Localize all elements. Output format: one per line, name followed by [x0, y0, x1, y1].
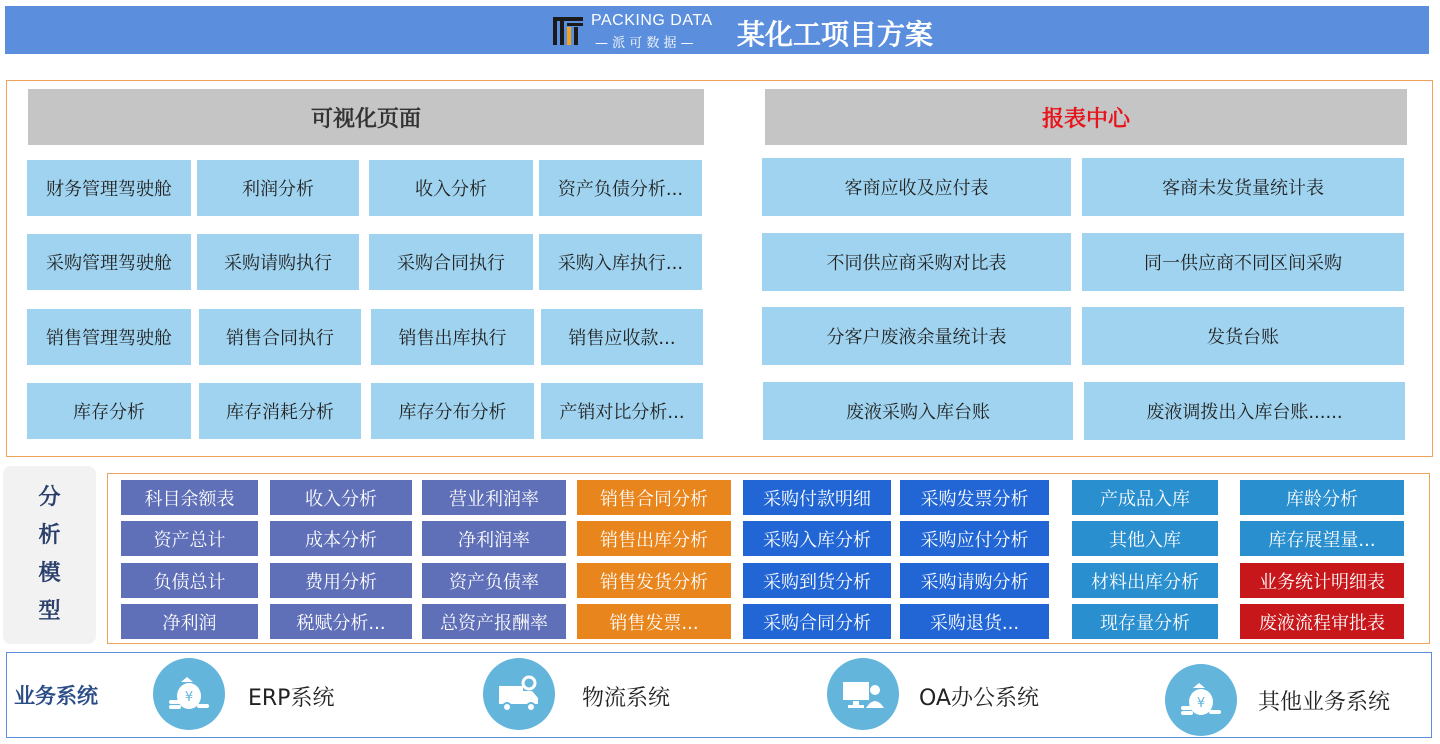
visual-page-tile[interactable]: 销售合同执行 [199, 309, 361, 365]
pi-logo-icon [551, 13, 585, 47]
brand-name-cn: — 派 可 数 据 — [595, 36, 694, 51]
system-label-other: 其他业务系统 [1258, 690, 1391, 715]
analysis-model-chip[interactable]: 库龄分析 [1240, 480, 1404, 515]
visual-page-tile[interactable]: 产销对比分析... [541, 383, 703, 439]
analysis-model-chip[interactable]: 科目余额表 [121, 480, 258, 515]
visual-page-tile[interactable]: 利润分析 [197, 160, 359, 216]
truck-icon [483, 658, 555, 730]
brand-name-en: PACKING DATA [591, 12, 713, 29]
analysis-model-chip[interactable]: 销售发票... [577, 604, 731, 639]
visual-page-tile[interactable]: 库存分析 [27, 383, 191, 439]
system-label-logistics: 物流系统 [582, 686, 671, 711]
analysis-model-chip[interactable]: 材料出库分析 [1072, 563, 1218, 598]
analysis-model-char: 型 [38, 599, 61, 624]
analysis-model-char: 析 [38, 523, 61, 548]
analysis-model-chip[interactable]: 采购入库分析 [743, 521, 891, 556]
visual-page-tile[interactable]: 采购管理驾驶舱 [27, 234, 191, 290]
visual-page-tile[interactable]: 销售管理驾驶舱 [27, 309, 191, 365]
visual-page-tile[interactable]: 采购合同执行 [369, 234, 533, 290]
visual-pages-header: 可视化页面 [28, 89, 704, 145]
analysis-model-chip[interactable]: 现存量分析 [1072, 604, 1218, 639]
analysis-model-chip[interactable]: 采购退货... [900, 604, 1049, 639]
visual-page-tile[interactable]: 资产负债分析... [539, 160, 702, 216]
report-tile[interactable]: 同一供应商不同区间采购 [1082, 233, 1404, 291]
analysis-model-chip[interactable]: 采购合同分析 [743, 604, 891, 639]
visual-page-tile[interactable]: 收入分析 [369, 160, 533, 216]
report-tile[interactable]: 发货台账 [1082, 307, 1404, 365]
analysis-model-char: 模 [38, 561, 61, 586]
report-tile[interactable]: 分客户废液余量统计表 [762, 307, 1071, 365]
header-bar [5, 6, 1429, 54]
analysis-model-chip[interactable]: 资产负债率 [422, 563, 566, 598]
visual-page-tile[interactable]: 采购请购执行 [197, 234, 359, 290]
analysis-model-chip[interactable]: 费用分析 [270, 563, 412, 598]
analysis-model-chip[interactable]: 总资产报酬率 [422, 604, 566, 639]
analysis-model-chip[interactable]: 净利润率 [422, 521, 566, 556]
report-tile[interactable]: 废液采购入库台账 [763, 382, 1073, 440]
analysis-model-chip[interactable]: 采购付款明细 [743, 480, 891, 515]
svg-text:¥: ¥ [184, 690, 194, 705]
office-user-icon [827, 658, 899, 730]
analysis-model-chip[interactable]: 其他入库 [1072, 521, 1218, 556]
visual-page-tile[interactable]: 销售出库执行 [371, 309, 534, 365]
visual-page-tile[interactable]: 销售应收款... [541, 309, 703, 365]
analysis-model-chip[interactable]: 净利润 [121, 604, 258, 639]
report-tile[interactable]: 客商未发货量统计表 [1082, 158, 1404, 216]
visual-page-tile[interactable]: 库存分布分析 [371, 383, 534, 439]
business-systems-label: 业务系统 [14, 684, 98, 708]
analysis-model-chip[interactable]: 成本分析 [270, 521, 412, 556]
page-title: 某化工项目方案 [737, 18, 934, 51]
analysis-model-char: 分 [38, 485, 61, 510]
analysis-model-chip[interactable]: 收入分析 [270, 480, 412, 515]
analysis-model-chip[interactable]: 采购请购分析 [900, 563, 1049, 598]
analysis-model-chip[interactable]: 税赋分析... [270, 604, 412, 639]
analysis-model-chip[interactable]: 采购发票分析 [900, 480, 1049, 515]
analysis-model-chip[interactable]: 销售合同分析 [577, 480, 731, 515]
report-center-header: 报表中心 [765, 89, 1407, 145]
report-tile[interactable]: 废液调拨出入库台账...... [1084, 382, 1405, 440]
money-bag-icon [153, 658, 225, 730]
analysis-model-chip[interactable]: 负债总计 [121, 563, 258, 598]
analysis-model-chip[interactable]: 废液流程审批表 [1240, 604, 1404, 639]
analysis-model-chip[interactable]: 销售出库分析 [577, 521, 731, 556]
money-bag-icon [1165, 664, 1237, 736]
system-label-erp: ERP系统 [248, 686, 335, 711]
visual-page-tile[interactable]: 采购入库执行... [539, 234, 702, 290]
analysis-model-chip[interactable]: 营业利润率 [422, 480, 566, 515]
analysis-model-chip[interactable]: 库存展望量... [1240, 521, 1404, 556]
analysis-model-chip[interactable]: 业务统计明细表 [1240, 563, 1404, 598]
analysis-model-chip[interactable]: 产成品入库 [1072, 480, 1218, 515]
analysis-model-chip[interactable]: 采购应付分析 [900, 521, 1049, 556]
visual-page-tile[interactable]: 库存消耗分析 [199, 383, 361, 439]
analysis-model-chip[interactable]: 采购到货分析 [743, 563, 891, 598]
analysis-model-chip[interactable]: 资产总计 [121, 521, 258, 556]
svg-text:¥: ¥ [1196, 696, 1206, 711]
system-label-oa: OA办公系统 [919, 686, 1039, 711]
analysis-model-chip[interactable]: 销售发货分析 [577, 563, 731, 598]
visual-page-tile[interactable]: 财务管理驾驶舱 [27, 160, 191, 216]
report-tile[interactable]: 客商应收及应付表 [762, 158, 1071, 216]
analysis-model-label [3, 466, 96, 644]
report-tile[interactable]: 不同供应商采购对比表 [762, 233, 1071, 291]
